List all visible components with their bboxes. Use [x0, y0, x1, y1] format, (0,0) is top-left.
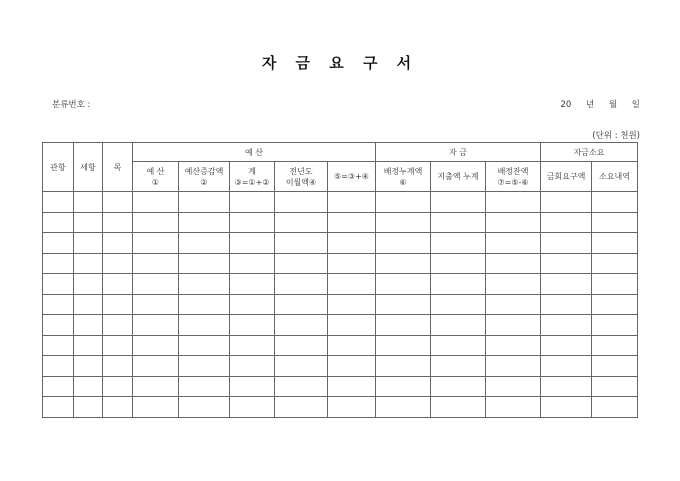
table-cell[interactable]: [328, 192, 376, 213]
date-label: 20 년 월 일: [560, 100, 640, 110]
table-cell[interactable]: [592, 356, 638, 377]
table-cell[interactable]: [275, 356, 328, 377]
table-cell[interactable]: [43, 212, 74, 233]
table-row: [43, 335, 638, 356]
table-cell[interactable]: [230, 376, 275, 397]
table-cell[interactable]: [179, 233, 230, 254]
header-requirement-detail: 소요내역: [592, 162, 638, 192]
table-cell[interactable]: [103, 233, 133, 254]
table-cell[interactable]: [230, 356, 275, 377]
table-cell[interactable]: [376, 253, 431, 274]
table-cell[interactable]: [133, 233, 179, 254]
table-row: [43, 356, 638, 377]
table-cell[interactable]: [103, 212, 133, 233]
table-cell[interactable]: [376, 335, 431, 356]
header-group-budget: 예 산: [133, 143, 376, 162]
table-cell[interactable]: [230, 315, 275, 336]
table-cell[interactable]: [179, 253, 230, 274]
table-row: [43, 294, 638, 315]
table-cell[interactable]: [328, 233, 376, 254]
header-carryover: 전년도 이월액④: [275, 162, 328, 192]
table-cell[interactable]: [592, 274, 638, 295]
table-cell[interactable]: [486, 376, 541, 397]
table-cell[interactable]: [431, 253, 486, 274]
table-cell[interactable]: [328, 212, 376, 233]
table-cell[interactable]: [541, 294, 592, 315]
table-cell[interactable]: [179, 192, 230, 213]
table-cell[interactable]: [328, 294, 376, 315]
table-cell[interactable]: [541, 253, 592, 274]
table-cell[interactable]: [230, 253, 275, 274]
table-row: [43, 376, 638, 397]
unit-label: (단위 : 천원): [592, 131, 640, 141]
table-cell[interactable]: [486, 356, 541, 377]
table-cell[interactable]: [275, 294, 328, 315]
table-cell[interactable]: [179, 397, 230, 418]
table-cell[interactable]: [133, 192, 179, 213]
table-cell[interactable]: [328, 376, 376, 397]
table-cell[interactable]: [431, 233, 486, 254]
table-cell[interactable]: [376, 274, 431, 295]
header-total: 계 ③=①+②: [230, 162, 275, 192]
table-cell[interactable]: [328, 335, 376, 356]
table-cell[interactable]: [328, 397, 376, 418]
table-cell[interactable]: [275, 212, 328, 233]
table-cell[interactable]: [275, 233, 328, 254]
header-budget: 예 산 ①: [133, 162, 179, 192]
header-budget-change: 예산증감액 ②: [179, 162, 230, 192]
table-row: [43, 212, 638, 233]
table-cell[interactable]: [376, 397, 431, 418]
table-row: [43, 397, 638, 418]
table-cell[interactable]: [275, 376, 328, 397]
table-cell[interactable]: [431, 315, 486, 336]
table-cell[interactable]: [74, 335, 103, 356]
header-spending-cumulative: 지출액 누계: [431, 162, 486, 192]
table-cell[interactable]: [275, 335, 328, 356]
table-cell[interactable]: [541, 315, 592, 336]
table-cell[interactable]: [74, 315, 103, 336]
table-cell[interactable]: [328, 274, 376, 295]
table-cell[interactable]: [486, 192, 541, 213]
table-cell[interactable]: [133, 294, 179, 315]
table-cell[interactable]: [103, 335, 133, 356]
table-cell[interactable]: [103, 274, 133, 295]
table-cell[interactable]: [43, 192, 74, 213]
table-cell[interactable]: [179, 294, 230, 315]
header-sum: ⑤=③+④: [328, 162, 376, 192]
table-cell[interactable]: [74, 233, 103, 254]
table-cell[interactable]: [431, 274, 486, 295]
table-cell[interactable]: [486, 294, 541, 315]
table-cell[interactable]: [431, 376, 486, 397]
table-cell[interactable]: [541, 233, 592, 254]
table-cell[interactable]: [486, 274, 541, 295]
table-cell[interactable]: [43, 253, 74, 274]
table-cell[interactable]: [74, 274, 103, 295]
table-cell[interactable]: [43, 233, 74, 254]
table-cell[interactable]: [328, 315, 376, 336]
table-cell[interactable]: [431, 335, 486, 356]
table-row: [43, 192, 638, 213]
table-cell[interactable]: [179, 274, 230, 295]
table-cell[interactable]: [74, 253, 103, 274]
fund-request-table: [42, 142, 638, 418]
table-row: [43, 233, 638, 254]
table-cell[interactable]: [103, 315, 133, 336]
table-cell[interactable]: [43, 397, 74, 418]
table-cell[interactable]: [43, 356, 74, 377]
table-cell[interactable]: [376, 376, 431, 397]
table-cell[interactable]: [275, 274, 328, 295]
table-cell[interactable]: [592, 376, 638, 397]
table-cell[interactable]: [486, 397, 541, 418]
table-cell[interactable]: [592, 212, 638, 233]
table-cell[interactable]: [275, 192, 328, 213]
table-cell[interactable]: [43, 335, 74, 356]
table-cell[interactable]: [74, 356, 103, 377]
table-cell[interactable]: [592, 253, 638, 274]
table-cell[interactable]: [133, 335, 179, 356]
table-cell[interactable]: [103, 253, 133, 274]
table-cell[interactable]: [43, 274, 74, 295]
table-cell[interactable]: [328, 253, 376, 274]
table-cell[interactable]: [230, 397, 275, 418]
table-cell[interactable]: [133, 356, 179, 377]
table-cell[interactable]: [431, 294, 486, 315]
table-cell[interactable]: [541, 376, 592, 397]
table-cell[interactable]: [103, 356, 133, 377]
table-cell[interactable]: [230, 294, 275, 315]
table-cell[interactable]: [103, 294, 133, 315]
table-cell[interactable]: [541, 212, 592, 233]
table-cell[interactable]: [103, 192, 133, 213]
header-mok: 목: [103, 143, 133, 192]
table-cell[interactable]: [541, 192, 592, 213]
table-cell[interactable]: [74, 294, 103, 315]
table-cell[interactable]: [74, 376, 103, 397]
table-cell[interactable]: [431, 212, 486, 233]
table-cell[interactable]: [486, 335, 541, 356]
header-sehang: 세항: [74, 143, 103, 192]
table-cell[interactable]: [592, 335, 638, 356]
table-cell[interactable]: [275, 253, 328, 274]
table-cell[interactable]: [230, 274, 275, 295]
table-cell[interactable]: [592, 397, 638, 418]
table-cell[interactable]: [179, 212, 230, 233]
table-cell[interactable]: [376, 294, 431, 315]
table-row: [43, 253, 638, 274]
header-group-need: 자금소요: [541, 143, 638, 162]
table-cell[interactable]: [376, 315, 431, 336]
table-cell[interactable]: [74, 212, 103, 233]
header-group-fund: 자 금: [376, 143, 541, 162]
table-cell[interactable]: [541, 397, 592, 418]
table-cell[interactable]: [592, 315, 638, 336]
table-cell[interactable]: [486, 212, 541, 233]
table-cell[interactable]: [74, 397, 103, 418]
table-cell[interactable]: [103, 397, 133, 418]
table-cell[interactable]: [376, 192, 431, 213]
table-cell[interactable]: [133, 274, 179, 295]
table-cell[interactable]: [376, 212, 431, 233]
table-cell[interactable]: [376, 233, 431, 254]
table-cell[interactable]: [179, 356, 230, 377]
classification-number-label: 분류번호 :: [52, 100, 91, 110]
header-current-request: 금회요구액: [541, 162, 592, 192]
header-gwanhang: 관항: [43, 143, 74, 192]
table-cell[interactable]: [275, 397, 328, 418]
table-cell[interactable]: [133, 376, 179, 397]
table-cell[interactable]: [328, 356, 376, 377]
table-cell[interactable]: [133, 315, 179, 336]
table-cell[interactable]: [376, 356, 431, 377]
table-cell[interactable]: [275, 315, 328, 336]
table-cell[interactable]: [592, 294, 638, 315]
table-cell[interactable]: [43, 294, 74, 315]
table-cell[interactable]: [541, 274, 592, 295]
table-cell[interactable]: [592, 233, 638, 254]
table-cell[interactable]: [431, 192, 486, 213]
header-allocated-balance: 배정잔액 ⑦=⑤-⑥: [486, 162, 541, 192]
table-cell[interactable]: [230, 192, 275, 213]
table-cell[interactable]: [230, 212, 275, 233]
table-cell[interactable]: [133, 212, 179, 233]
table-cell[interactable]: [592, 192, 638, 213]
table-cell[interactable]: [133, 397, 179, 418]
header-allocated-cumulative: 배정누계액 ⑥: [376, 162, 431, 192]
table-cell[interactable]: [43, 315, 74, 336]
table-cell[interactable]: [431, 356, 486, 377]
table-cell[interactable]: [43, 376, 74, 397]
table-cell[interactable]: [431, 397, 486, 418]
table-cell[interactable]: [133, 253, 179, 274]
document-title: 자 금 요 구 서: [261, 54, 419, 72]
table-cell[interactable]: [486, 315, 541, 336]
table-row: [43, 315, 638, 336]
table-cell[interactable]: [486, 253, 541, 274]
table-row: [43, 274, 638, 295]
table-cell[interactable]: [74, 192, 103, 213]
table-cell[interactable]: [541, 335, 592, 356]
table-cell[interactable]: [179, 315, 230, 336]
table-cell[interactable]: [230, 335, 275, 356]
table-cell[interactable]: [103, 376, 133, 397]
table-cell[interactable]: [179, 335, 230, 356]
table-cell[interactable]: [486, 233, 541, 254]
table-cell[interactable]: [179, 376, 230, 397]
table-cell[interactable]: [230, 233, 275, 254]
table-cell[interactable]: [541, 356, 592, 377]
